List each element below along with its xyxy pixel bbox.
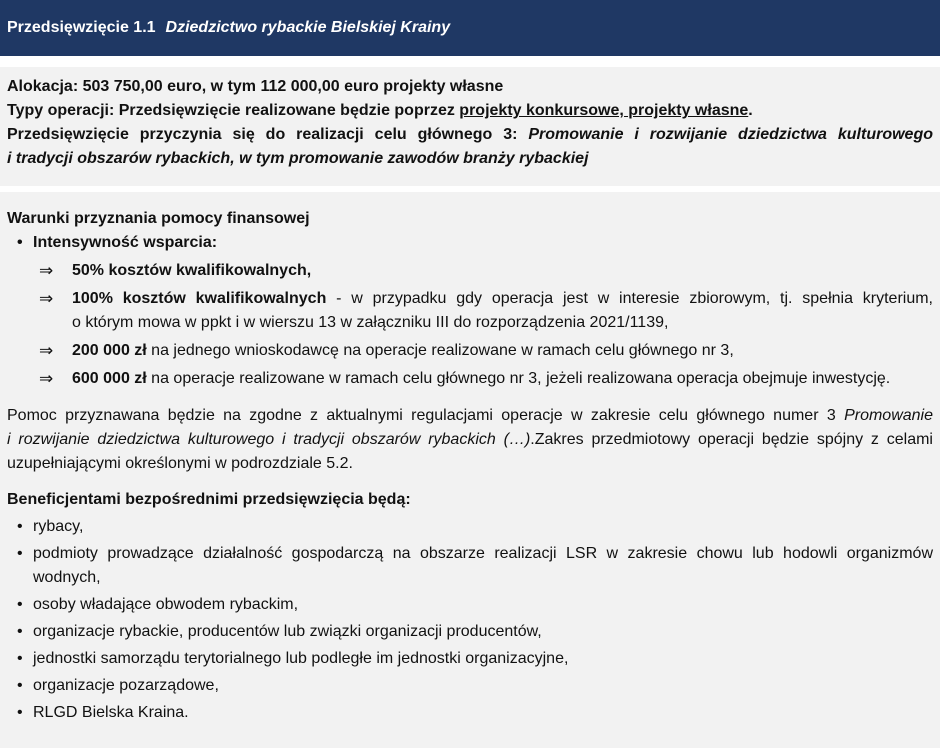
arrow-right-icon: ⇒	[39, 289, 54, 308]
details-section	[0, 192, 940, 748]
summary-section	[0, 67, 940, 186]
bullet-icon: •	[17, 234, 23, 251]
header-number: Przedsięwzięcie 1.1	[7, 19, 156, 36]
beneficiary-text: RLGD Bielska Kraina.	[33, 704, 189, 721]
beneficiary-item	[7, 515, 933, 539]
support-item-1	[7, 259, 933, 283]
beneficiary-text: jednostki samorządu terytorialnego lub podległe im jednostki organizacyjne,	[33, 650, 569, 667]
paragraph-text: .Zakres przedmiotowy operacji będzie spójny z celami	[530, 431, 933, 448]
support-item-bold: 200 000 zł	[72, 342, 147, 359]
allocation-line: Alokacja: 503 750,00 euro, w tym 112 000,00 euro projekty własne	[7, 78, 504, 95]
bullet-icon: •	[17, 545, 23, 562]
goal-italic-2: i tradycji obszarów rybackich, w tym promowanie zawodów branży rybackiej	[7, 150, 589, 167]
beneficiary-text: organizacje rybackie, producentów lub związki organizacji producentów,	[33, 623, 542, 640]
beneficiaries-title: Beneficjentami bezpośrednimi przedsięwzięcia będą:	[7, 491, 411, 508]
support-item-text: na operacje realizowane w ramach celu głównego nr 3, jeżeli realizowana operacja obejmuje inwestycję.	[146, 370, 891, 387]
operation-types-line	[7, 99, 933, 123]
types-link: projekty konkursowe, projekty własne	[459, 102, 749, 119]
arrow-right-icon: ⇒	[39, 369, 54, 388]
beneficiary-text: osoby władające obwodem rybackim,	[33, 596, 299, 613]
bullet-icon: •	[17, 704, 23, 721]
support-item-4	[7, 367, 933, 391]
bullet-icon: •	[17, 650, 23, 667]
bullet-icon: •	[17, 623, 23, 640]
beneficiary-text: podmioty prowadzące działalność gospodarczą na obszarze realizacji LSR w zakresie chowu lub hodowli organizmów	[33, 545, 933, 562]
arrow-right-icon: ⇒	[39, 261, 54, 280]
description-paragraph	[7, 404, 933, 476]
support-item-2	[7, 287, 933, 335]
paragraph-italic: i rozwijanie dziedzictwa kulturowego i tradycji obszarów rybackich (…)	[7, 431, 531, 448]
paragraph-text: Pomoc przyznawana będzie na zgodne z aktualnymi regulacjami operacje w zakresie celu głównego numer 3	[7, 407, 845, 424]
beneficiary-item	[7, 647, 933, 671]
bullet-icon: •	[17, 596, 23, 613]
goal-line-1	[7, 123, 933, 147]
beneficiary-item	[7, 701, 933, 725]
section-header	[0, 0, 940, 56]
arrow-right-icon: ⇒	[39, 341, 54, 360]
types-suffix: .	[748, 102, 753, 119]
beneficiary-item	[7, 674, 933, 698]
paragraph-text: uzupełniającymi określonymi w podrozdziale 5.2.	[7, 455, 353, 472]
goal-prefix: Przedsięwzięcie przyczynia się do realizacji celu głównego 3:	[7, 126, 529, 143]
types-prefix: Typy operacji: Przedsięwzięcie realizowane będzie poprzez	[7, 102, 460, 119]
support-item-text: na jednego wnioskodawcę na operacje realizowane w ramach celu głównego nr 3,	[146, 342, 734, 359]
goal-line-2	[7, 147, 933, 171]
beneficiary-item	[7, 542, 933, 590]
conditions-title: Warunki przyznania pomocy finansowej	[7, 210, 310, 227]
bullet-icon: •	[17, 518, 23, 535]
intensity-item	[7, 231, 933, 255]
beneficiary-item	[7, 620, 933, 644]
goal-italic-1: Promowanie i rozwijanie dziedzictwa kulturowego	[528, 126, 933, 143]
beneficiary-text: organizacje pozarządowe,	[33, 677, 219, 694]
header-title: Dziedzictwo rybackie Bielskiej Krainy	[165, 19, 451, 36]
beneficiary-item	[7, 593, 933, 617]
support-item-bold: 50% kosztów kwalifikowalnych,	[72, 262, 312, 279]
intensity-label: Intensywność wsparcia:	[33, 234, 218, 251]
bullet-icon: •	[17, 677, 23, 694]
spacer	[0, 56, 940, 67]
support-item-text: - w przypadku gdy operacja jest w interesie zbiorowym, tj. spełnia kryterium,	[326, 290, 933, 307]
support-item-bold: 100% kosztów kwalifikowalnych	[72, 290, 327, 307]
support-item-bold: 600 000 zł	[72, 370, 147, 387]
support-item-3	[7, 339, 933, 363]
beneficiary-text-cont: wodnych,	[33, 569, 101, 586]
support-item-text-cont: o którym mowa w ppkt i w wierszu 13 w załączniku III do rozporządzenia 2021/1139,	[72, 314, 669, 331]
beneficiary-text: rybacy,	[33, 518, 84, 535]
paragraph-italic: Promowanie	[844, 407, 933, 424]
